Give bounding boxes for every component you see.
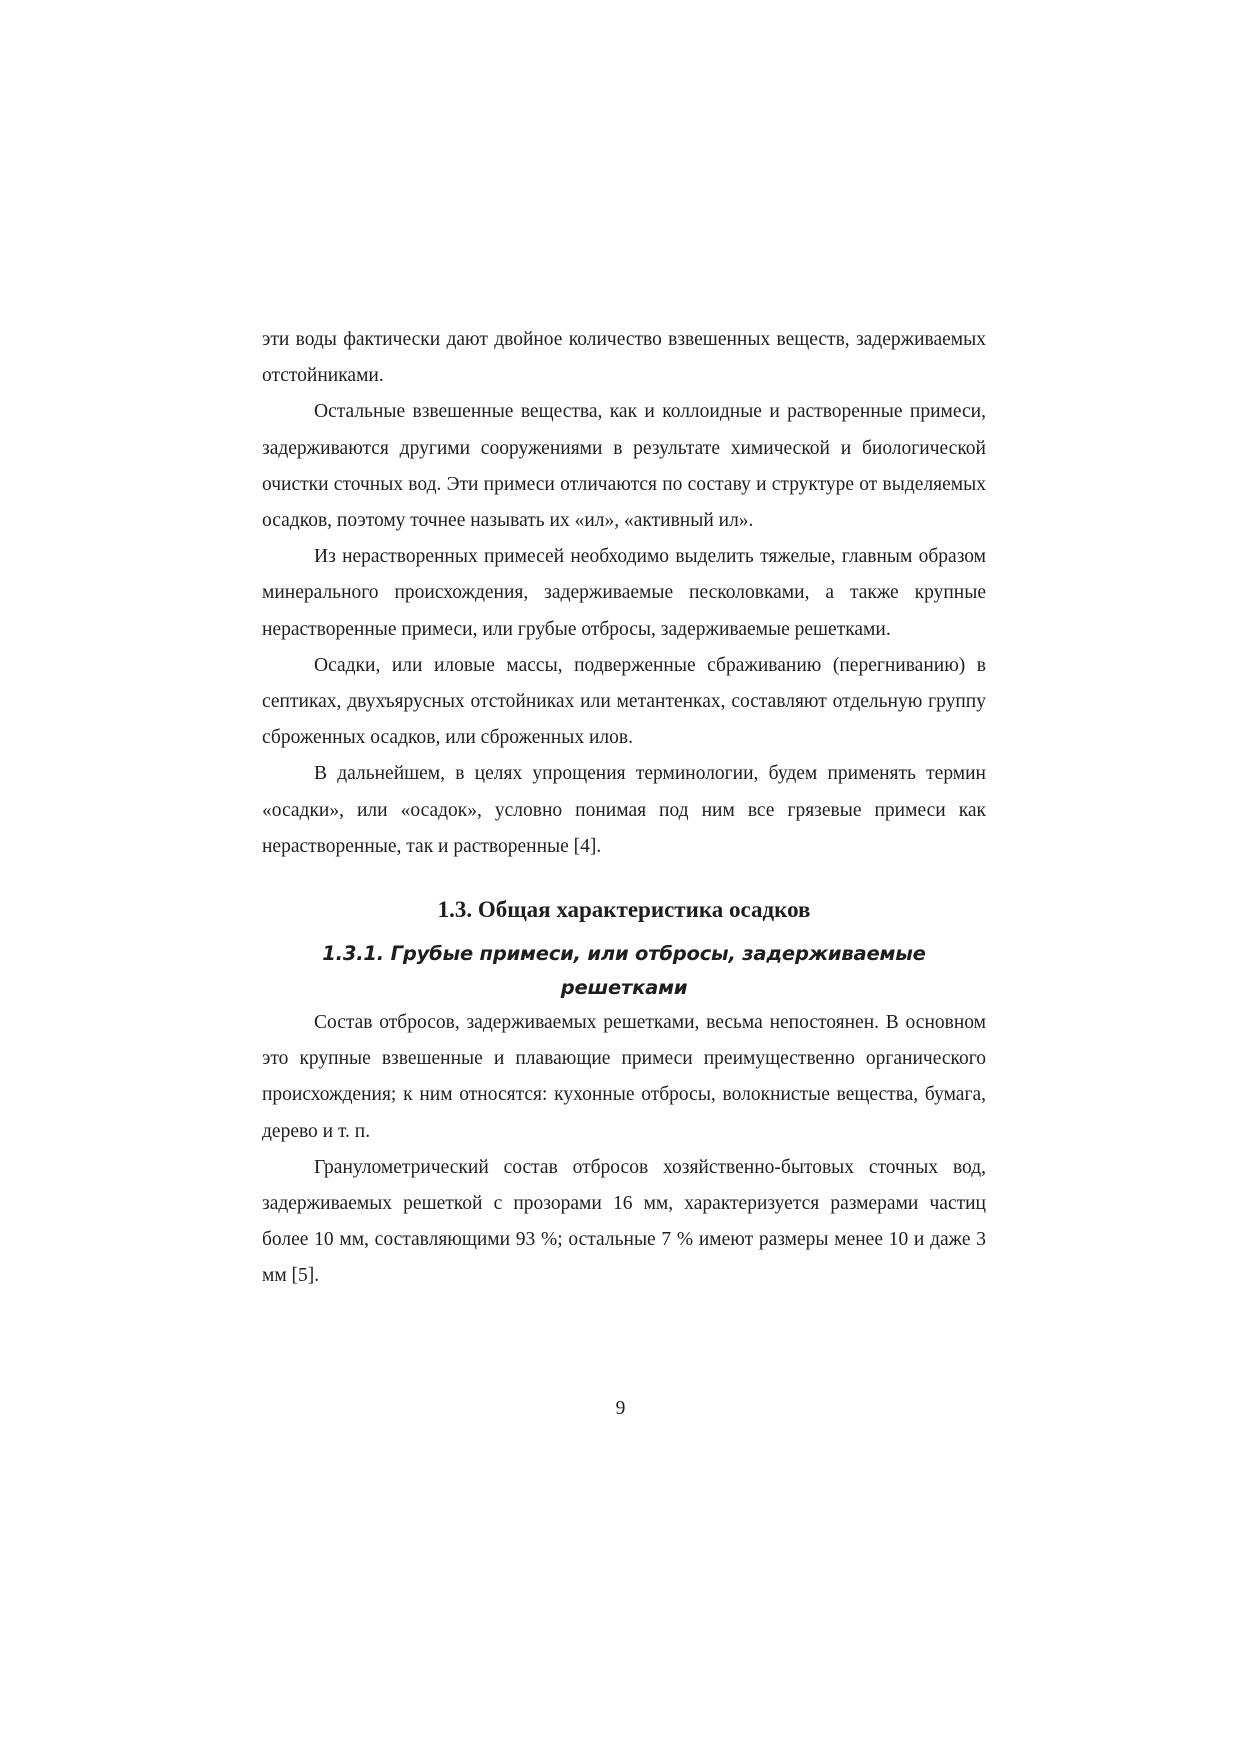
paragraph: Из нерастворенных примесей необходимо выделить тяжелые, главным образом минерального происхождения, задерживаемые песколовками, а также крупные нерастворенные примеси, или грубые отбросы, задерживаемые решетками. xyxy=(262,546,986,640)
page-content xyxy=(262,322,986,1295)
paragraph: Состав отбросов, задерживаемых решетками, весьма непостоянен. В основном это крупные взвешенные и плавающие примеси преимущественно органического происхождения; к ним относятся: кухонные отбросы, волокнистые вещества, бумага, дерево и т. п. xyxy=(262,1012,986,1142)
page-number: 9 xyxy=(615,1398,626,1419)
subsection-heading: 1.3.1. Грубые примеси, или отбросы, задерживаемые решетками xyxy=(322,942,926,1000)
paragraph: Осадки, или иловые массы, подверженные сбраживанию (перегниванию) в септиках, двухъярусных отстойниках или метантенках, составляют отдельную группу сброженных осадков, или сброженных илов. xyxy=(262,654,986,749)
paragraph-continuation: эти воды фактически дают двойное количество взвешенных веществ, задерживаемых отстойниками. xyxy=(262,329,986,387)
paragraph: Остальные взвешенные вещества, как и коллоидные и растворенные примеси, задерживаются другими сооружениями в результате химической и биологической очистки сточных вод. Эти примеси отличаются по составу и структуре от выделяемых осадков, поэтому точнее называть их «ил», «активный ил». xyxy=(262,401,986,532)
paragraph: В дальнейшем, в целях упрощения терминологии, будем применять термин «осадки», или «осадок», условно понимая под ним все грязевые примеси как нерастворенные, так и растворенные [4]. xyxy=(262,763,986,857)
section-heading: 1.3. Общая характеристика осадков xyxy=(437,897,811,923)
paragraph: Гранулометрический состав отбросов хозяйственно-бытовых сточных вод, задерживаемых решеткой с прозорами 16 мм, характеризуется размерами частиц более 10 мм, составляющими 93 %; остальные 7 % имеют размеры менее 10 и даже 3 мм [5]. xyxy=(262,1156,986,1287)
